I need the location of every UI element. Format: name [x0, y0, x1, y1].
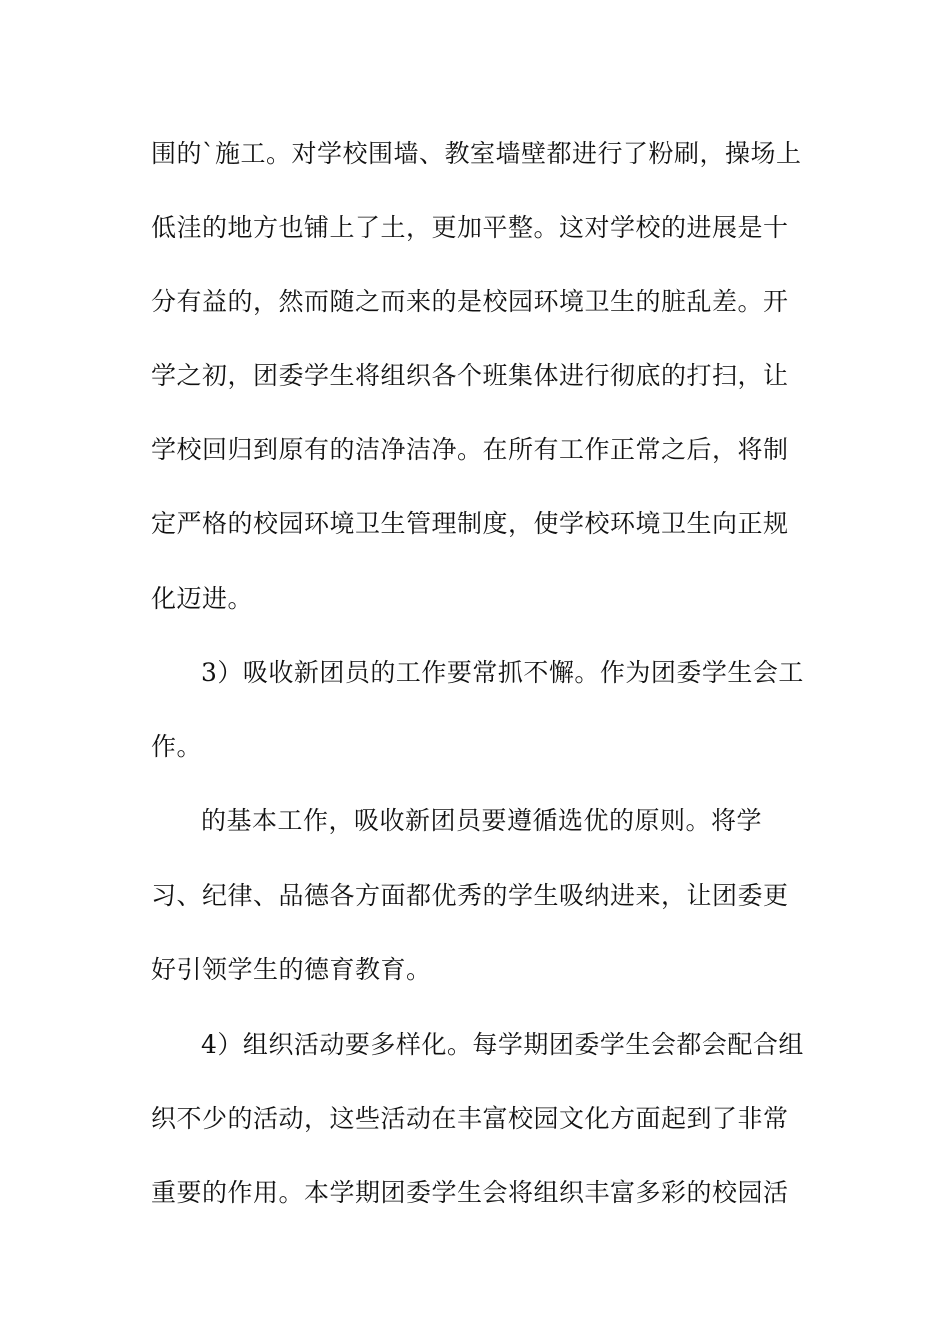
- text-line: 定严格的校园环境卫生管理制度，使学校环境卫生向正规: [151, 509, 789, 538]
- text-line: 好引领学生的德育教育。: [151, 955, 432, 984]
- text-line: 4）组织活动要多样化。每学期团委学生会都会配合组: [201, 1030, 804, 1059]
- text-line: 学校回归到原有的洁净洁净。在所有工作正常之后，将制: [151, 435, 789, 464]
- text-line: 作。: [151, 732, 203, 761]
- text-line: 学之初，团委学生将组织各个班集体进行彻底的打扫，让: [151, 361, 789, 390]
- text-line: 低洼的地方也铺上了土，更加平整。这对学校的进展是十: [151, 213, 789, 242]
- text-line: 化迈进。: [151, 584, 254, 613]
- text-line: 分有益的，然而随之而来的是校园环境卫生的脏乱差。开: [151, 287, 789, 316]
- text-line: 织不少的活动，这些活动在丰富校园文化方面起到了非常: [151, 1104, 789, 1133]
- text-line: 重要的作用。本学期团委学生会将组织丰富多彩的校园活: [151, 1178, 789, 1207]
- text-line: 习、纪律、品德各方面都优秀的学生吸纳进来，让团委更: [151, 881, 789, 910]
- text-line: 3）吸收新团员的工作要常抓不懈。作为团委学生会工: [201, 658, 804, 687]
- text-line: 围的`施工。对学校围墙、教室墙壁都进行了粉刷，操场上: [151, 139, 802, 168]
- text-line: 的基本工作，吸收新团员要遵循选优的原则。将学: [201, 806, 763, 835]
